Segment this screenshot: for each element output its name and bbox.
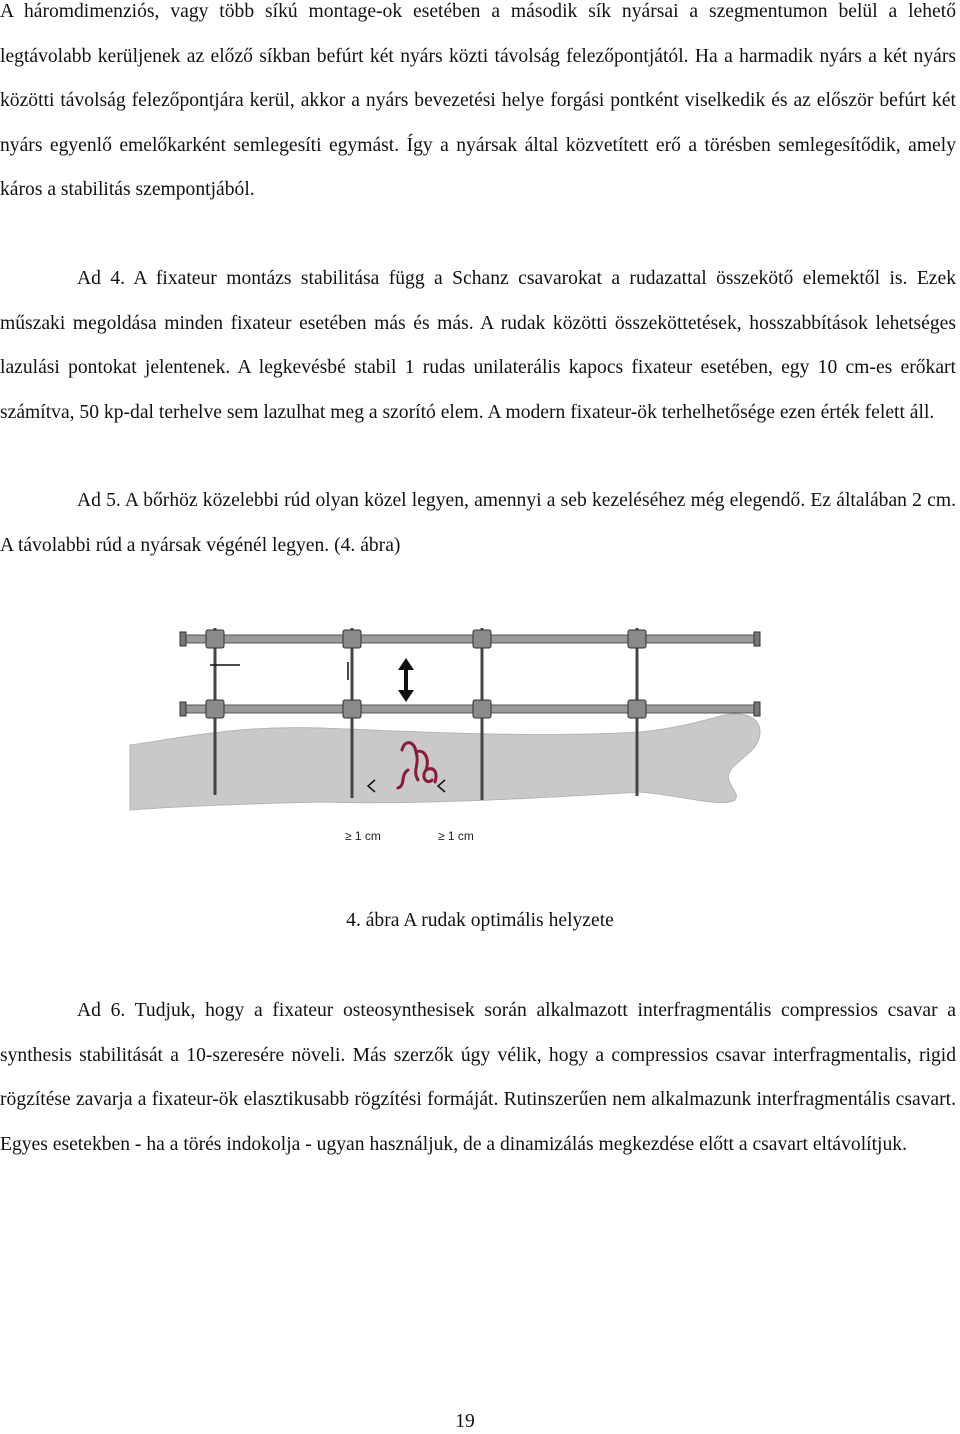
double-arrow-icon	[398, 658, 414, 702]
paragraph-montage: A háromdimenziós, vagy több síkú montage-ok esetében a második sík nyársai a szegmentumon belül a lehető legtávolabb kerüljenek az előző síkban befúrt két nyárs közti távolság felezőpontjától. Ha a harmadik nyárs a két nyárs közötti távolság felezőpontjára kerül, akkor a nyárs bevezetési helye forgási pontként viselkedik és az először befúrt két nyárs egyenlő emelőkarként semlegesíti egymást. Így a nyársak által közvetített erő a törésben semlegesítődik, amely káros a stabilitás szempontjából.	[0, 1, 956, 201]
paragraph-ad-4: Ad 4. A fixateur montázs stabilitása függ a Schanz csavarokat a rudazattal összekötő elemektől is. Ezek műszaki megoldása minden fixateur esetében más és más. A rudak közötti összeköttetések, hosszabbítások lehetséges lazulási pontokat jelentenek. A legkevésbé stabil 1 rudas unilaterális kapocs fixateur esetében, egy 10 cm-es erőkart számítva, 50 kp-dal terhelve sem lazulhat meg a szorító elem. A modern fixateur-ök terhelhetősége ezen érték felett áll.	[0, 268, 956, 423]
page-number: 19	[455, 1411, 475, 1432]
outer-rod	[180, 635, 760, 643]
paragraph-ad-5: Ad 5. A bőrhöz közelebbi rúd olyan közel legyen, amennyi a seb kezeléséhez még elegendő. Ez általában 2 cm. A távolabbi rúd a nyársak végénél legyen. (4. ábra)	[0, 490, 956, 556]
bone-shape	[130, 714, 760, 810]
inner-rod	[180, 705, 760, 713]
distance-label-2: ≥ 1 cm	[438, 829, 474, 843]
distance-label-1: ≥ 1 cm	[345, 829, 381, 843]
fixateur-figure	[120, 620, 780, 860]
figure-caption: 4. ábra A rudak optimális helyzete	[346, 910, 614, 931]
paragraph-ad-6: Ad 6. Tudjuk, hogy a fixateur osteosynthesisek során alkalmazott interfragmentális compressios csavar a synthesis stabilitását a 10-szeresére növeli. Más szerzők úgy vélik, hogy a compressios csavar interfragmentalis, rigid rögzítése zavarja a fixateur-ök elasztikusabb rögzítési formáját. Rutinszerűen nem alkalmazunk interfragmentális csavart. Egyes esetekben - ha a törés indokolja - ugyan használjuk, de a dinamizálás megkezdése előtt a csavart eltávolítjuk.	[0, 1000, 956, 1155]
rod-end-nuts	[180, 632, 760, 716]
